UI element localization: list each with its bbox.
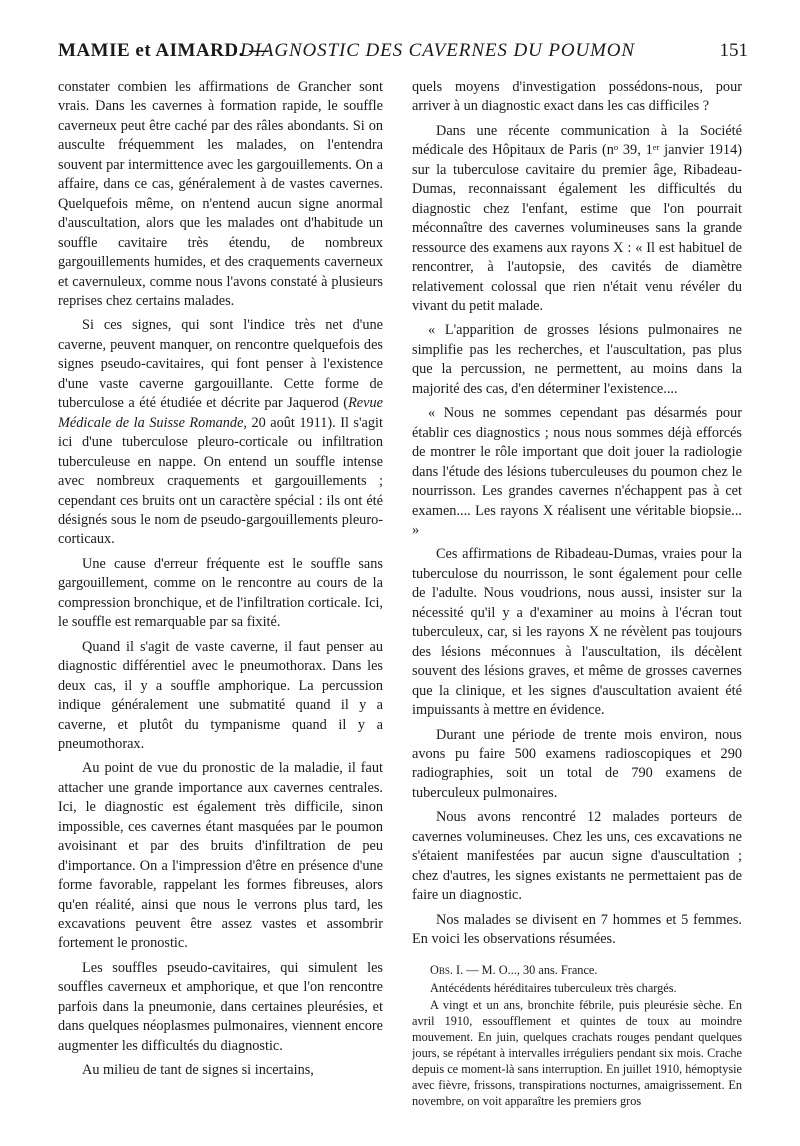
header-authors: MAMIE et AIMARD. — bbox=[58, 40, 269, 61]
paragraph bbox=[412, 122, 742, 317]
paragraph: Au point de vue du pronostic de la maladie, il faut attacher une grande importance aux cavernes centrales. Ici, le diagnostic est également très difficile, sinon impossible, ces cavernes étant masquées par le poumon avoisinant et par des bruits d'infiltration de peu d'importance. On a l'impression d'être en présence d'une forme favorable, rappelant les formes fibreuses, alors qu'en réalité, ainsi que nous le verrons plus tard, les excavations peuvent être assez vastes et assombrir fortement le pronostic. bbox=[58, 760, 383, 952]
observation-paragraph: A vingt et un ans, bronchite fébrile, puis pleurésie sèche. En avril 1910, essoufflement et quintes de toux au moindre mouvement. En juin, quelques crachats rouges pendant quelques jours, se répétant à intervalles irréguliers pendant six mois. Crache depuis ce moment-là sans interruption. En juillet 1910, hémoptysie avec fièvre, frissons, transpirations nocturnes, amaigrissement. En novembre, on voit apparaître les premiers gros bbox=[412, 997, 742, 1109]
paragraph: Durant une période de trente mois environ, nous avons pu faire 500 examens radioscopiques et 290 radiographies, soit un total de 790 examens de tuberculeux pulmonaires. bbox=[412, 726, 742, 801]
observation-meta: — M. O..., 30 ans. France. bbox=[463, 963, 598, 978]
paragraph-text: Dans une récente communication à la Société médicale des Hôpitaux de Paris (n bbox=[412, 122, 742, 159]
spacer bbox=[412, 954, 742, 962]
running-header bbox=[58, 40, 748, 70]
observation-label: Obs. I. bbox=[430, 963, 464, 978]
observation-heading bbox=[412, 962, 742, 978]
paragraph-text: 39, 1 bbox=[618, 142, 653, 159]
page-number: 151 bbox=[719, 40, 748, 61]
paragraph bbox=[58, 316, 383, 549]
quote-paragraph: « Nous ne sommes cependant pas désarmés pour établir ces diagnostics ; nous nous sommes déjà efforcés de montrer le rôle important que doit jouer la radiologie dans l'étude des lésions tuberculeuses du poumon chez le nourrisson. Les grandes cavernes n'échappent pas à cet examen.... Les rayons X réalisent une véritable biopsie... » bbox=[412, 405, 742, 538]
quote-paragraph: « L'apparition de grosses lésions pulmonaires ne simplifie pas les recherches, et l'auscultation, pas plus que la percussion, ne permettent, au moins dans la majorité des cas, d'en déterminer l'existence.... bbox=[412, 322, 742, 397]
paragraph: Nous avons rencontré 12 malades porteurs de cavernes volumineuses. Chez les uns, ces excavations ne s'étaient manifestées par aucun signe d'auscultation ; chez d'autres, les signes existants ne permettaient pas de faire un diagnostic. bbox=[412, 809, 742, 904]
paragraph: Nos malades se divisent en 7 hommes et 5 femmes. En voici les observations résumées. bbox=[412, 911, 742, 948]
paragraph: Au milieu de tant de signes si incertains, bbox=[82, 1062, 314, 1079]
left-column bbox=[58, 78, 383, 1138]
paragraph: Une cause d'erreur fréquente est le souffle sans gargouillement, comme on le rencontre au cours de la compression bronchique, et de l'infiltration corticale. Ici, le souffle est remarquable par sa fixité. bbox=[58, 555, 383, 631]
header-title: DIAGNOSTIC DES CAVERNES DU POUMON bbox=[240, 40, 636, 61]
paragraph-text: janvier 1914) sur la tuberculose cavitaire du premier âge, Ribadeau-Dumas, reconnaissant également les difficultés du diagnostic chez l'enfant, estime que l'on pourrait méconnaître des cavernes volumineuses sans la grande ressource des examens aux rayons X : « Il est habituel de rencontrer, à l'autopsie, des cavités de diamètre relativement colossal que rien n'était venu révéler du vivant du petit malade. bbox=[412, 142, 742, 314]
paragraph: constater combien les affirmations de Grancher sont vrais. Dans les cavernes à formation rapide, le souffle caverneux peut être caché par des râles abondants. Si on ausculte fréquemment les malades, on l'entendra souvent par intermittence avec les gargouillements. On a affaire, dans ce cas, généralement à de vastes cavernes. Quelquefois même, on n'entend aucun signe anormal d'auscultation, alors que les malades ont d'habitude un souffle cavitaire très étendu, de nombreux gargouillements humides, et des craquements caverneux et cavernuleux, comme nous l'avons constaté à plusieurs reprises chez certains malades. bbox=[58, 79, 383, 309]
superscript: o bbox=[613, 142, 619, 153]
paragraph-text: Si ces signes, qui sont l'indice très net d'une caverne, peuvent manquer, on rencontre quelquefois des signes pseudo-cavitaires, qui font penser à l'existence d'une vaste caverne gargouillante. Cette forme de tuberculose a été étudiée et décrite par Jaquerod ( bbox=[58, 317, 383, 412]
paragraph-text: 20 août 1911). Il s'agit ici d'une tuberculose pleuro-corticale ou infiltration tuberculeuse en nappe. On entend un souffle intense avec nombreux craquements et gargouillements ; cependant ces bruits ont un caractère spécial : ils ont été désignés sous le nom de pseudo-gargouillements pleuro-corticaux. bbox=[58, 414, 383, 548]
journal-title: Revue Médicale de la Suisse Romande, bbox=[58, 395, 383, 431]
paragraph: Quand il s'agit de vaste caverne, il faut penser au diagnostic différentiel avec le pneumothorax. Dans les deux cas, il y a souffle amphorique. La percussion indique généralement une submatité quand il y a caverne, et plutôt du tympanisme quand il y a pneumothorax. bbox=[58, 638, 383, 752]
paragraph: quels moyens d'investigation possédons-nous, pour arriver à un diagnostic exact dans les cas difficiles ? bbox=[412, 79, 742, 115]
paragraph: Les souffles pseudo-cavitaires, qui simulent les souffles caverneux et amphorique, et que l'on rencontre parfois dans la pneumonie, dans certaines pleurésies, et dans quelques néoplasmes pulmonaires, viennent encore augmenter les difficultés du diagnostic. bbox=[58, 959, 383, 1054]
paragraph: Ces affirmations de Ribadeau-Dumas, vraies pour la tuberculose du nourrisson, le sont également pour celle de l'adulte. Nous voudrions, nous aussi, insister sur la nécessité qu'il y a d'examiner au moins à l'écran tout tuberculeux, car, si les rayons X ne révèlent pas toujours des lésions méconnues à l'auscultation, ils décèlent souvent des lésions graves, et même de grosses cavernes que la clinique, et les signes d'auscultation avaient été impuissants à mettre en évidence. bbox=[412, 546, 742, 719]
right-column bbox=[412, 78, 742, 1138]
observation-paragraph: Antécédents héréditaires tuberculeux très chargés. bbox=[430, 980, 677, 995]
superscript: er bbox=[652, 142, 660, 153]
